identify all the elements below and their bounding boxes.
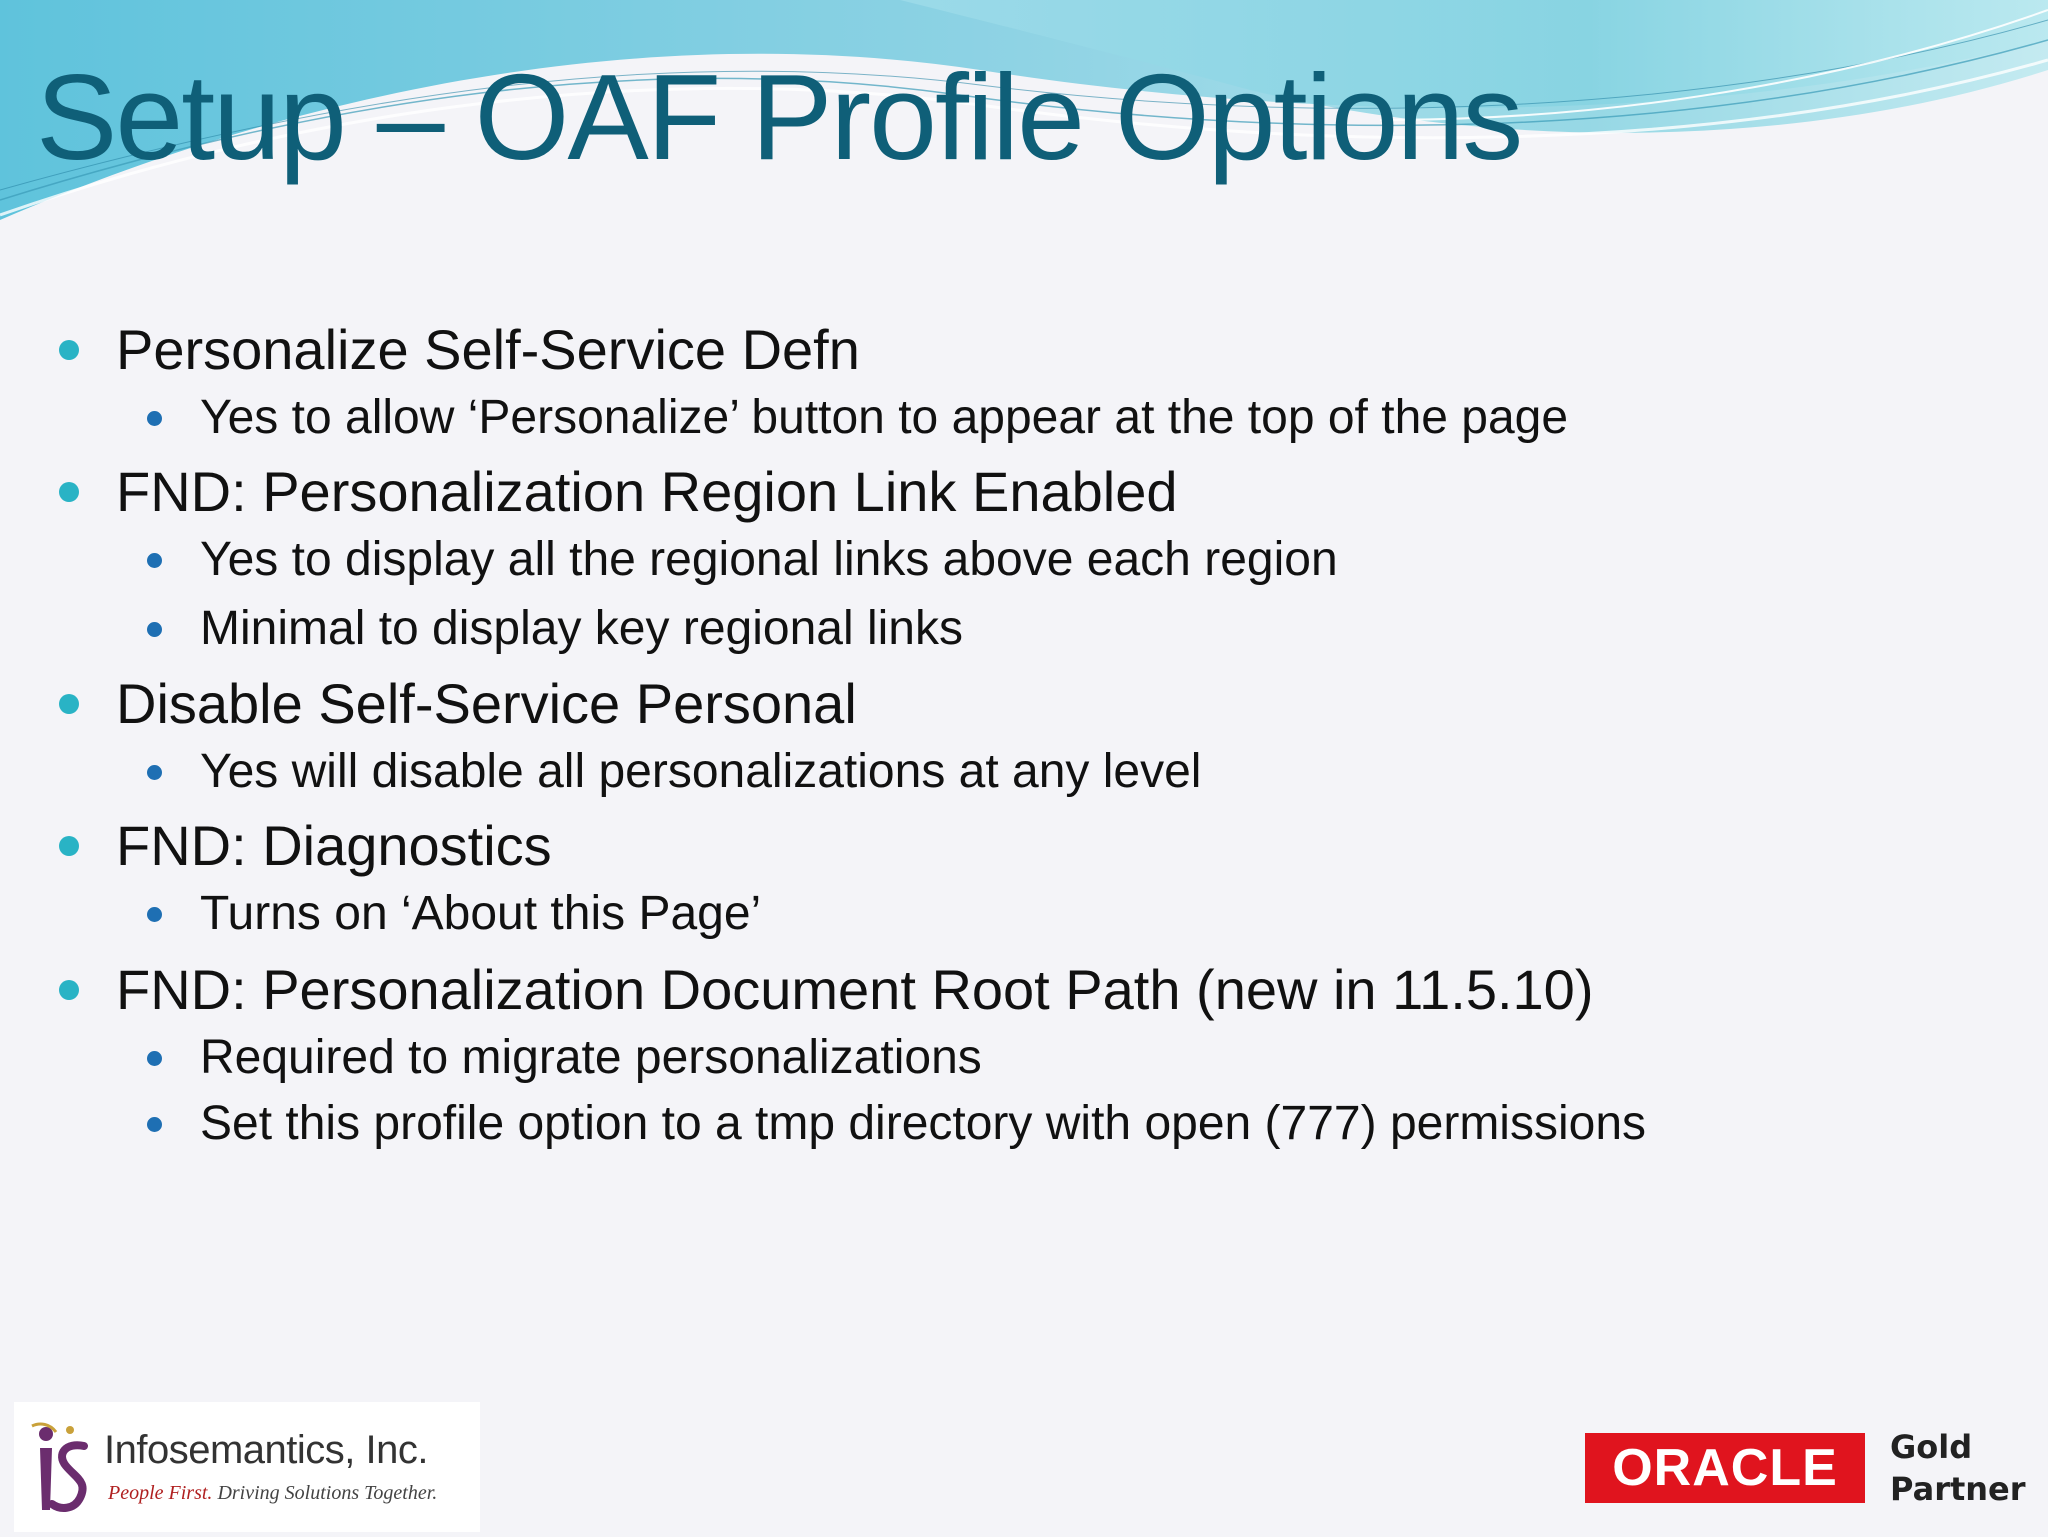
bullet-text: FND: Personalization Document Root Path (new in 11.5.10) [116, 958, 1594, 1021]
sub-bullet-text: Minimal to display key regional links [200, 602, 963, 655]
company-tagline [108, 1482, 437, 1505]
sub-bullet-text: Yes will disable all personalizations at any level [200, 745, 1202, 798]
infosemantics-mark-icon [26, 1420, 100, 1520]
oracle-wordmark: ORACLE [1612, 1439, 1838, 1497]
bullet-dot-icon [59, 980, 79, 1000]
oracle-gold-partner-logo [1582, 1418, 2026, 1518]
sub-bullet-text: Set this profile option to a tmp directory with open (777) permissions [200, 1097, 1647, 1150]
bullet-dot-icon [59, 340, 79, 360]
bullet-text: FND: Personalization Region Link Enabled [116, 460, 1178, 523]
sub-bullet-text: Turns on ‘About this Page’ [200, 887, 762, 940]
sub-bullet-text: Yes to display all the regional links above each region [200, 533, 1338, 586]
partner-level [1890, 1426, 2026, 1510]
bullet-text: Personalize Self-Service Defn [116, 318, 860, 381]
sub-bullet-dot-icon [147, 622, 162, 637]
sub-bullet-text: Required to migrate personalizations [200, 1031, 982, 1084]
company-name: Infosemantics, Inc. [104, 1428, 428, 1472]
bullet-dot-icon [59, 836, 79, 856]
sub-bullet-item [200, 1031, 982, 1084]
sub-bullet-item [200, 745, 1202, 798]
partner-level-line2: Partner [1890, 1470, 2026, 1508]
bullet-dot-icon [59, 482, 79, 502]
tagline-highlight: People First. [108, 1482, 213, 1504]
sub-bullet-text: Yes to allow ‘Personalize’ button to appear at the top of the page [200, 391, 1569, 444]
bullet-text: FND: Diagnostics [116, 814, 552, 877]
sub-bullet-dot-icon [147, 553, 162, 568]
bullet-text: Disable Self-Service Personal [116, 672, 857, 735]
partner-level-line1: Gold [1890, 1428, 1973, 1466]
bullet-item [116, 958, 1594, 1021]
sub-bullet-item [200, 1097, 1647, 1150]
bullet-item [116, 318, 860, 381]
slide-title: Setup – OAF Profile Options [36, 49, 1522, 185]
sub-bullet-item [200, 887, 762, 940]
sub-bullet-dot-icon [147, 1051, 162, 1066]
bullet-item [116, 460, 1178, 523]
sub-bullet-item [200, 602, 963, 655]
sub-bullet-dot-icon [147, 411, 162, 426]
sub-bullet-item [200, 533, 1338, 586]
infosemantics-logo [14, 1402, 480, 1532]
sub-bullet-item [200, 391, 1569, 444]
oracle-badge [1585, 1433, 1865, 1503]
bullet-dot-icon [59, 694, 79, 714]
sub-bullet-dot-icon [147, 1117, 162, 1132]
sub-bullet-dot-icon [147, 907, 162, 922]
sub-bullet-dot-icon [147, 765, 162, 780]
bullet-item [116, 672, 857, 735]
tagline-rest: Driving Solutions Together. [212, 1482, 438, 1504]
bullet-item [116, 814, 552, 877]
